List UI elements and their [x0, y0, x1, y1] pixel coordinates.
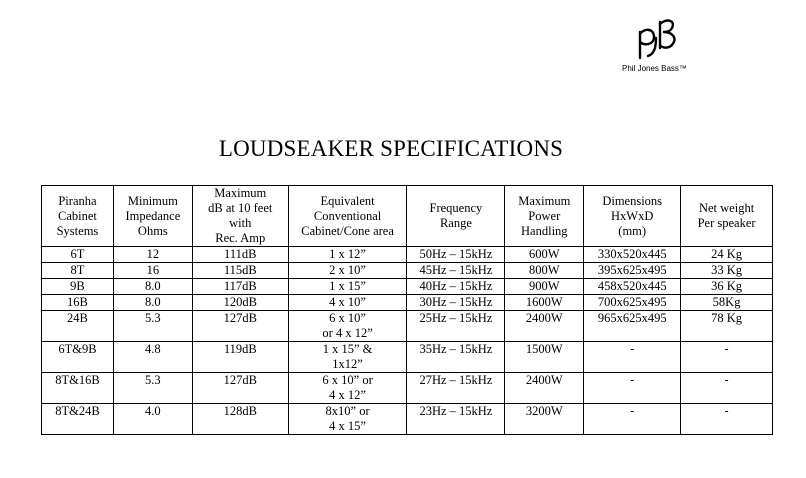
cell-impedance: 5.3	[113, 311, 192, 342]
cell-impedance: 12	[113, 247, 192, 263]
cell-dimensions: 395x625x495	[584, 263, 681, 279]
cell-dimensions: 965x625x495	[584, 311, 681, 342]
cell-system: 8T&24B	[42, 404, 114, 435]
cell-frequency: 50Hz – 15kHz	[407, 247, 505, 263]
table-row	[42, 263, 773, 279]
cell-dimensions: -	[584, 373, 681, 404]
cell-max-db: 127dB	[192, 311, 288, 342]
cell-system: 8T&16B	[42, 373, 114, 404]
cell-dimensions: 700x625x495	[584, 295, 681, 311]
table-row	[42, 311, 773, 342]
table-header-row	[42, 186, 773, 247]
cell-weight: -	[681, 373, 773, 404]
header-equivalent: Equivalent Conventional Cabinet/Cone area	[288, 186, 407, 247]
cell-weight: 36 Kg	[681, 279, 773, 295]
header-power: Maximum Power Handling	[505, 186, 584, 247]
speaker-spec-table	[41, 185, 773, 435]
cell-max-db: 128dB	[192, 404, 288, 435]
cell-max-db: 115dB	[192, 263, 288, 279]
cell-power: 1500W	[505, 342, 584, 373]
cell-equivalent: 1 x 15”	[288, 279, 407, 295]
cell-equivalent: 2 x 10”	[288, 263, 407, 279]
cell-max-db: 117dB	[192, 279, 288, 295]
cell-weight: 24 Kg	[681, 247, 773, 263]
cell-impedance: 4.8	[113, 342, 192, 373]
cell-impedance: 8.0	[113, 295, 192, 311]
header-impedance: Minimum Impedance Ohms	[113, 186, 192, 247]
table-row	[42, 373, 773, 404]
table-row	[42, 404, 773, 435]
cell-frequency: 45Hz – 15kHz	[407, 263, 505, 279]
cell-equivalent: 6 x 10” or 4 x 12”	[288, 373, 407, 404]
cell-dimensions: -	[584, 342, 681, 373]
cell-weight: 78 Kg	[681, 311, 773, 342]
page-title: LOUDSEAKER SPECIFICATIONS	[218, 136, 564, 161]
cell-dimensions: 458x520x445	[584, 279, 681, 295]
cell-impedance: 5.3	[113, 373, 192, 404]
cell-max-db: 119dB	[192, 342, 288, 373]
brand-logo-text: Phil Jones Bass™	[622, 64, 687, 73]
cell-frequency: 40Hz – 15kHz	[407, 279, 505, 295]
cell-equivalent: 1 x 12”	[288, 247, 407, 263]
cell-weight: -	[681, 404, 773, 435]
cell-system: 16B	[42, 295, 114, 311]
cell-max-db: 120dB	[192, 295, 288, 311]
cell-power: 1600W	[505, 295, 584, 311]
cell-impedance: 16	[113, 263, 192, 279]
cell-dimensions: 330x520x445	[584, 247, 681, 263]
cell-weight: 33 Kg	[681, 263, 773, 279]
cell-impedance: 4.0	[113, 404, 192, 435]
cell-equivalent: 8x10” or 4 x 15”	[288, 404, 407, 435]
cell-equivalent: 1 x 15” & 1x12”	[288, 342, 407, 373]
cell-system: 24B	[42, 311, 114, 342]
cell-system: 8T	[42, 263, 114, 279]
cell-impedance: 8.0	[113, 279, 192, 295]
cell-power: 600W	[505, 247, 584, 263]
cell-system: 6T&9B	[42, 342, 114, 373]
header-weight: Net weight Per speaker	[681, 186, 773, 247]
table-row	[42, 247, 773, 263]
cell-frequency: 25Hz – 15kHz	[407, 311, 505, 342]
header-dimensions: Dimensions HxWxD (mm)	[584, 186, 681, 247]
cell-equivalent: 6 x 10” or 4 x 12”	[288, 311, 407, 342]
table-row	[42, 279, 773, 295]
table-row	[42, 295, 773, 311]
cell-frequency: 30Hz – 15kHz	[407, 295, 505, 311]
cell-weight: -	[681, 342, 773, 373]
cell-power: 2400W	[505, 311, 584, 342]
cell-dimensions: -	[584, 404, 681, 435]
cell-power: 3200W	[505, 404, 584, 435]
cell-frequency: 35Hz – 15kHz	[407, 342, 505, 373]
cell-max-db: 111dB	[192, 247, 288, 263]
cell-frequency: 27Hz – 15kHz	[407, 373, 505, 404]
cell-power: 800W	[505, 263, 584, 279]
brand-logo	[604, 18, 714, 78]
cell-weight: 58Kg	[681, 295, 773, 311]
cell-equivalent: 4 x 10”	[288, 295, 407, 311]
header-frequency: Frequency Range	[407, 186, 505, 247]
table-row	[42, 342, 773, 373]
cell-max-db: 127dB	[192, 373, 288, 404]
cell-system: 9B	[42, 279, 114, 295]
header-max-db: Maximum dB at 10 feet with Rec. Amp	[192, 186, 288, 247]
header-system: Piranha Cabinet Systems	[42, 186, 114, 247]
cell-power: 2400W	[505, 373, 584, 404]
cell-system: 6T	[42, 247, 114, 263]
cell-power: 900W	[505, 279, 584, 295]
cell-frequency: 23Hz – 15kHz	[407, 404, 505, 435]
pjb-logo-icon	[634, 18, 684, 62]
